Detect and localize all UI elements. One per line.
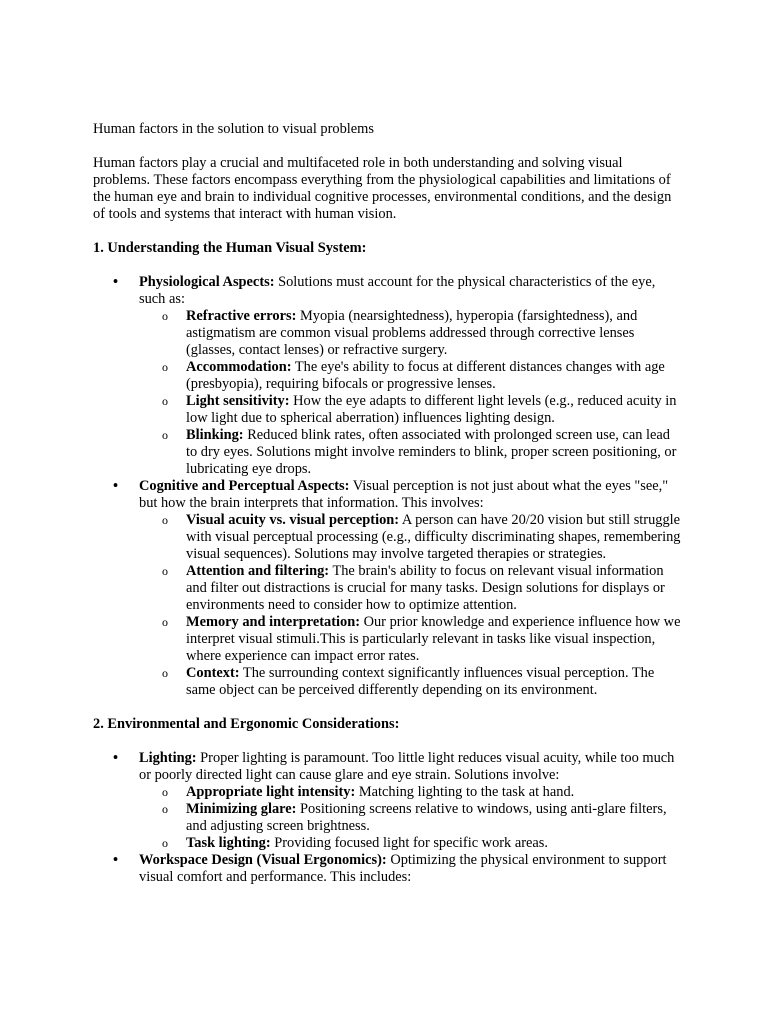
sub-item-text: Our prior knowledge and experience influence how we interpret visual stimuli.This is particularly relevant in tasks like visual inspection, where experience can impact error rates. — [186, 614, 681, 664]
sub-list-item — [139, 427, 683, 478]
sub-item-text: The eye's ability to focus at different distances changes with age (presbyopia), requiring bifocals or progressive lenses. — [186, 359, 665, 392]
sub-list — [139, 784, 683, 852]
intro-paragraph: Human factors play a crucial and multifaceted role in both understanding and solving visual problems. These factors encompass everything from the physiological capabilities and limitations of the human eye and brain to individual cognitive processes, environmental conditions, and the design of tools and systems that interact with human vision. — [93, 155, 672, 222]
item-text: Optimizing the physical environment to support visual comfort and performance. This includes: — [139, 852, 667, 885]
sub-list-item — [139, 359, 683, 393]
sub-item-term: Accommodation: — [186, 359, 292, 375]
item-text: Visual perception is not just about what the eyes "see," but how the brain interprets that information. This involves: — [139, 478, 669, 511]
sub-item-term: Visual acuity vs. visual perception: — [186, 512, 400, 528]
sub-item-term: Task lighting: — [186, 835, 271, 851]
sub-item-text: Myopia (nearsightedness), hyperopia (farsightedness), and astigmatism are common visual problems addressed through corrective lenses (glasses, contact lenses) or refractive surgery. — [186, 308, 638, 358]
sub-bullet-marker: o — [162, 360, 168, 374]
document-page — [93, 121, 683, 903]
section-2-list — [93, 750, 683, 886]
sub-item-term: Appropriate light intensity: — [186, 784, 356, 800]
sub-bullet-marker: o — [162, 836, 168, 850]
bullet-marker: • — [113, 478, 119, 494]
sub-bullet-marker: o — [162, 564, 168, 578]
sub-item-text: Matching lighting to the task at hand. — [355, 784, 575, 800]
sub-item-text: The brain's ability to focus on relevant visual information and filter out distractions is crucial for many tasks. Design solutions for displays or environments need to consider how to optimize attention. — [186, 563, 665, 613]
list-item — [93, 750, 683, 852]
sub-bullet-marker: o — [162, 428, 168, 442]
list-item — [93, 274, 683, 478]
sub-bullet-marker: o — [162, 802, 168, 816]
item-text: Proper lighting is paramount. Too little light reduces visual acuity, while too much or poorly directed light can cause glare and eye strain. Solutions involve: — [139, 750, 675, 783]
sub-item-text: How the eye adapts to different light levels (e.g., reduced acuity in low light due to spherical aberration) influences lighting design. — [186, 393, 677, 426]
sub-item-term: Memory and interpretation: — [186, 614, 360, 630]
sub-item-text: Providing focused light for specific work areas. — [270, 835, 548, 851]
sub-item-term: Minimizing glare: — [186, 801, 297, 817]
list-item — [93, 852, 683, 886]
sub-item-term: Context: — [186, 665, 240, 681]
sub-item-text: A person can have 20/20 vision but still struggle with visual perceptual processing (e.g., difficulty discriminating shapes, remembering visual sequences). Solutions may involve targeted therapies or strategies. — [186, 512, 681, 562]
sub-item-text: Reduced blink rates, often associated with prolonged screen use, can lead to dry eyes. Solutions might involve reminders to blink, proper screen positioning, or lubricating eye drops. — [186, 427, 677, 477]
sub-list-item — [139, 835, 683, 852]
item-term: Workspace Design (Visual Ergonomics): — [139, 852, 387, 868]
sub-list-item — [139, 614, 683, 665]
bullet-marker: • — [113, 750, 119, 766]
sub-list-item — [139, 801, 683, 835]
sub-bullet-marker: o — [162, 785, 168, 799]
sub-bullet-marker: o — [162, 394, 168, 408]
sub-list-item — [139, 563, 683, 614]
item-text: Solutions must account for the physical characteristics of the eye, such as: — [139, 274, 656, 307]
sub-list-item — [139, 512, 683, 563]
sub-list — [139, 512, 683, 699]
item-term: Lighting: — [139, 750, 197, 766]
sub-item-text: The surrounding context significantly influences visual perception. The same object can be perceived differently depending on its environment. — [186, 665, 655, 698]
sub-bullet-marker: o — [162, 513, 168, 527]
sub-list — [139, 308, 683, 478]
section-1-list — [93, 274, 683, 699]
sub-list-item — [139, 665, 683, 699]
sub-item-text: Positioning screens relative to windows, using anti-glare filters, and adjusting screen brightness. — [186, 801, 667, 834]
item-term: Cognitive and Perceptual Aspects: — [139, 478, 350, 494]
document-title: Human factors in the solution to visual problems — [93, 121, 374, 137]
sub-bullet-marker: o — [162, 309, 168, 323]
section-heading-2: 2. Environmental and Ergonomic Considerations: — [93, 716, 400, 732]
section-heading-1: 1. Understanding the Human Visual System: — [93, 240, 367, 256]
sub-bullet-marker: o — [162, 615, 168, 629]
sub-list-item — [139, 308, 683, 359]
sub-list-item — [139, 393, 683, 427]
item-term: Physiological Aspects: — [139, 274, 275, 290]
sub-item-term: Blinking: — [186, 427, 244, 443]
sub-list-item — [139, 784, 683, 801]
list-item — [93, 478, 683, 699]
sub-item-term: Light sensitivity: — [186, 393, 290, 409]
bullet-marker: • — [113, 852, 119, 868]
bullet-marker: • — [113, 274, 119, 290]
sub-bullet-marker: o — [162, 666, 168, 680]
sub-item-term: Refractive errors: — [186, 308, 297, 324]
sub-item-term: Attention and filtering: — [186, 563, 330, 579]
